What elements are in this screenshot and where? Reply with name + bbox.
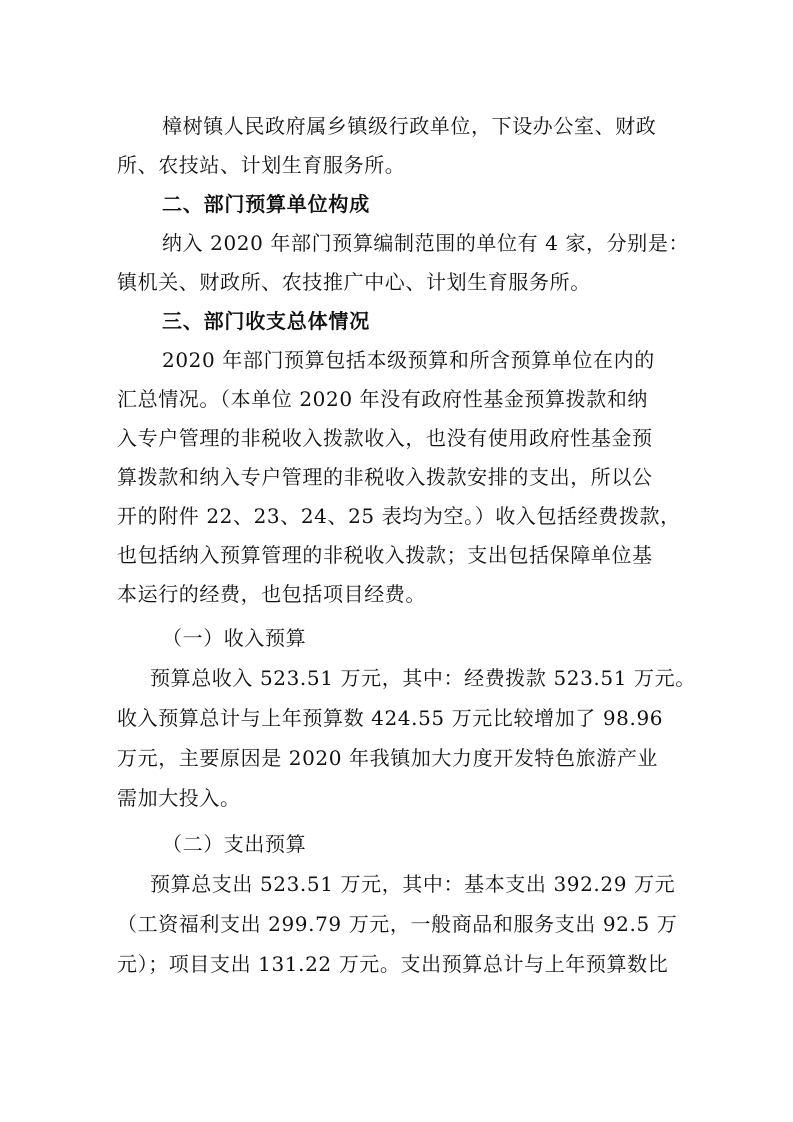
paragraph-line-4: 镇机关、财政所、农技推广中心、计划生育服务所。 xyxy=(117,270,591,294)
paragraph-line-2: 所、农技站、计划生育服务所。 xyxy=(117,153,406,177)
paragraph-line-15: 需加大投入。 xyxy=(117,786,241,810)
paragraph-line-11: 本运行的经费，也包括项目经费。 xyxy=(117,582,426,606)
paragraph-line-13: 收入预算总计与上年预算数 424.55 万元比较增加了 98.96 xyxy=(117,706,664,730)
paragraph-line-8: 算拨款和纳入专户管理的非税收入拨款安排的支出，所以公 xyxy=(117,465,653,489)
paragraph-line-7: 入专户管理的非税收入拨款收入，也没有使用政府性基金预 xyxy=(117,426,653,450)
subsection-heading-income: （一）收入预算 xyxy=(162,626,307,650)
paragraph-line-17: （工资福利支出 299.79 万元，一般商品和服务支出 92.5 万 xyxy=(117,912,678,936)
paragraph-line-3: 纳入 2020 年部门预算编制范围的单位有 4 家，分别是： xyxy=(162,231,690,255)
paragraph-line-16: 预算总支出 523.51 万元，其中：基本支出 392.29 万元 xyxy=(150,872,676,896)
paragraph-line-5: 2020 年部门预算包括本级预算和所含预算单位在内的 xyxy=(162,348,655,372)
paragraph-line-10: 也包括纳入预算管理的非税收入拨款；支出包括保障单位基 xyxy=(117,543,653,567)
section-heading-3: 三、部门收支总体情况 xyxy=(162,309,370,333)
subsection-heading-expenditure: （二）支出预算 xyxy=(162,832,307,856)
paragraph-line-14: 万元，主要原因是 2020 年我镇加大力度开发特色旅游产业 xyxy=(117,746,659,770)
paragraph-line-12: 预算总收入 523.51 万元，其中：经费拨款 523.51 万元。 xyxy=(150,666,696,690)
section-heading-2: 二、部门预算单位构成 xyxy=(162,192,370,216)
paragraph-line-9: 开的附件 22、23、24、25 表均为空。）收入包括经费拨款， xyxy=(117,504,681,528)
paragraph-line-1: 樟树镇人民政府属乡镇级行政单位，下设办公室、财政 xyxy=(162,114,657,138)
paragraph-line-6: 汇总情况。（本单位 2020 年没有政府性基金预算拨款和纳 xyxy=(117,387,649,411)
paragraph-line-18: 元）；项目支出 131.22 万元。支出预算总计与上年预算数比 xyxy=(117,952,669,976)
